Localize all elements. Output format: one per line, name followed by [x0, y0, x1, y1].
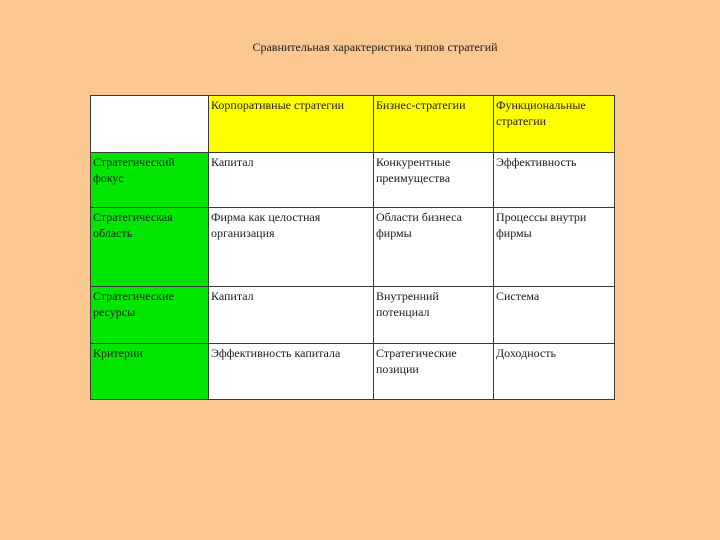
- table-cell: Капитал: [209, 153, 374, 208]
- strategy-comparison-table: [90, 95, 615, 400]
- table-cell: Стратегические позиции: [374, 344, 494, 400]
- table-cell: Области бизнеса фирмы: [374, 208, 494, 287]
- table-cell: Процессы внутри фирмы: [494, 208, 615, 287]
- table-cell: Система: [494, 287, 615, 344]
- table-header-row: [91, 96, 615, 153]
- table-row: [91, 153, 615, 208]
- table-cell: Капитал: [209, 287, 374, 344]
- table-cell: Эффективность капитала: [209, 344, 374, 400]
- row-header-criteria: Критерии: [91, 344, 209, 400]
- row-header-area: Стратегическая область: [91, 208, 209, 287]
- table-cell: Конкурентные преимущества: [374, 153, 494, 208]
- column-header-functional: Функциональные стратегии: [494, 96, 615, 153]
- table-row: [91, 208, 615, 287]
- column-header-corporate: Корпоративные стратегии: [209, 96, 374, 153]
- column-header-business: Бизнес-стратегии: [374, 96, 494, 153]
- table-cell: Внутренний потенциал: [374, 287, 494, 344]
- table-cell: Фирма как целостная организация: [209, 208, 374, 287]
- row-header-focus: Стратегический фокус: [91, 153, 209, 208]
- table-row: [91, 287, 615, 344]
- row-header-resources: Стратегические ресурсы: [91, 287, 209, 344]
- table-cell: Эффективность: [494, 153, 615, 208]
- table-corner-cell: [91, 96, 209, 153]
- page-title: Сравнительная характеристика типов стратегий: [252, 40, 498, 54]
- table-cell: Доходность: [494, 344, 615, 400]
- table-row: [91, 344, 615, 400]
